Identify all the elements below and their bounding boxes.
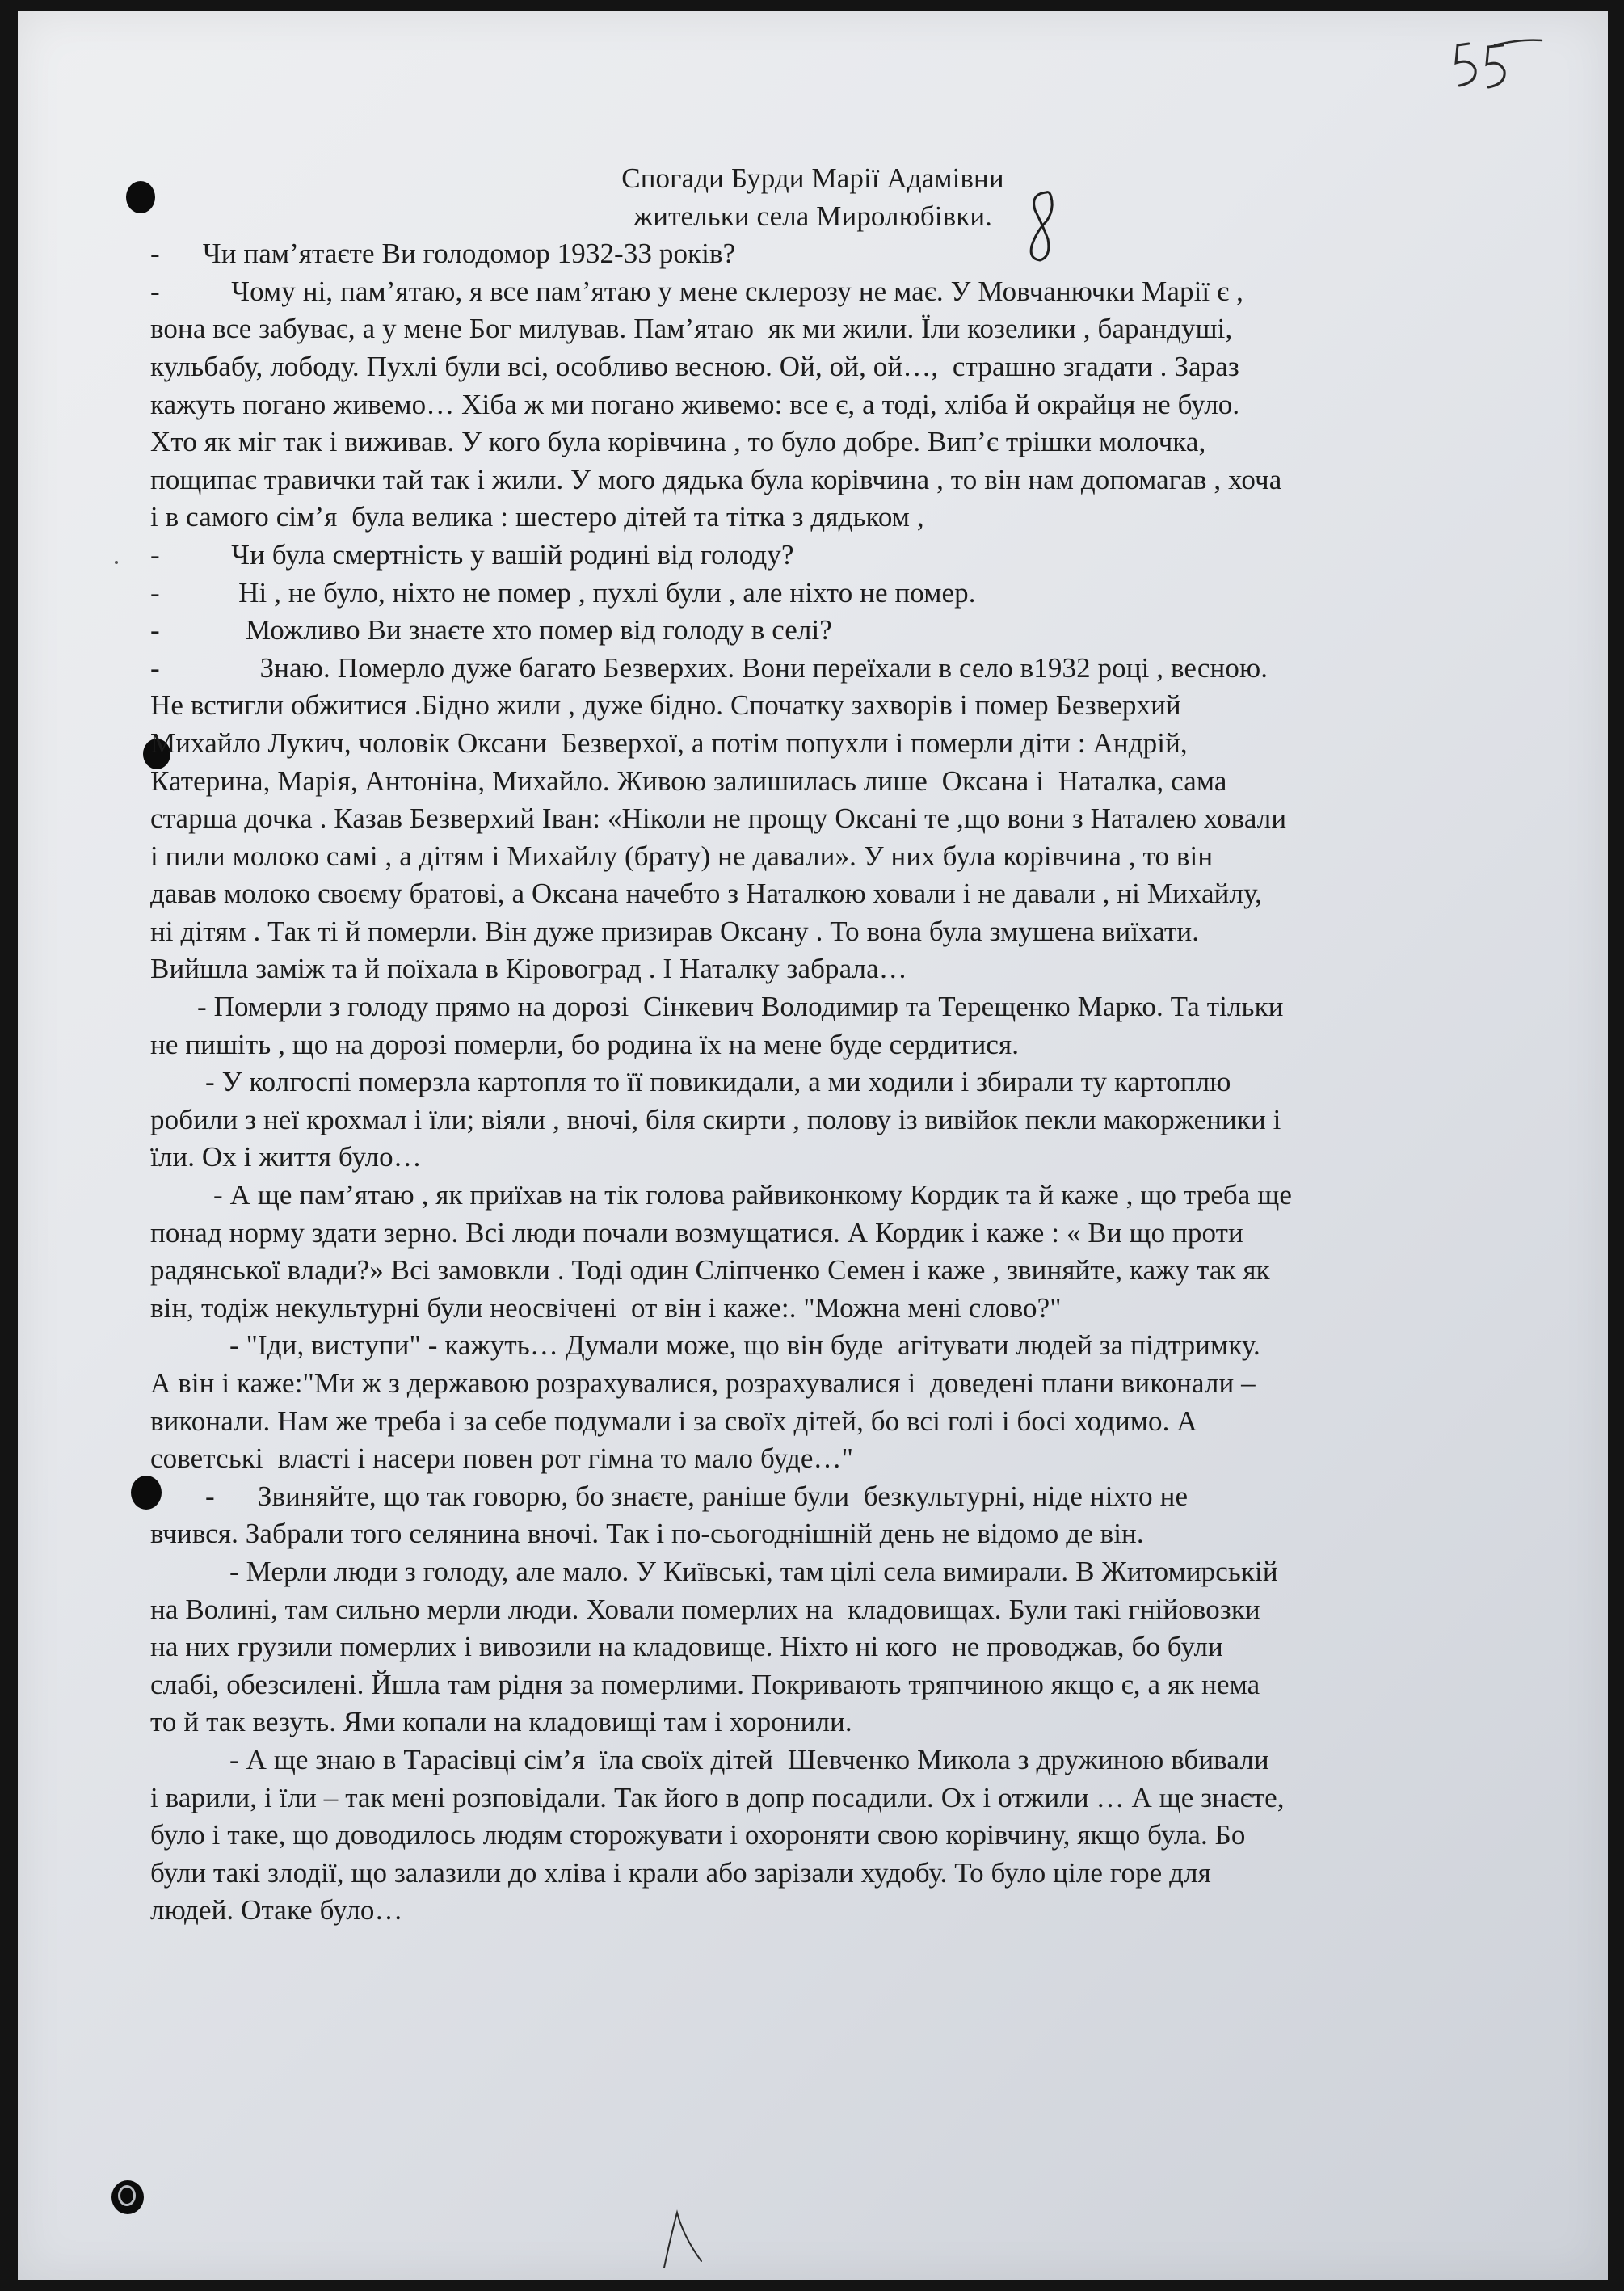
document-title: Спогади Бурди Марії Адамівни — [621, 162, 1004, 194]
text-line: советські власті і насери повен рот гімна то мало буде…" — [150, 1442, 853, 1475]
text-lines — [150, 235, 1443, 1930]
text-line: і варили, і їли – так мені розповідали. Так його в допр посадили. Ох і отжили … А ще знаєте, — [150, 1781, 1285, 1813]
pen-stroke — [654, 2196, 711, 2269]
text-line: кажуть погано живемо… Хіба ж ми погано живемо: все є, а тоді, хліба й окрайця не було. — [150, 388, 1240, 420]
text-line: робили з неї крохмал і їли; віяли , вночі, біля скирти , полову із вивійок пекли макорженики і — [150, 1103, 1281, 1135]
text-line: вона все забуває, а у мене Бог милував. Пам’ятаю як ми жили. Їли козелики , барандуші, — [150, 313, 1233, 345]
text-line: то й так везуть. Ями копали на кладовищі там і хоронили. — [150, 1706, 852, 1738]
text-line: Михайло Лукич, чоловік Оксани Безверхої, а потім попухли і померли діти : Андрій, — [150, 726, 1188, 759]
text-line: - Померли з голоду прямо на дорозі Сінкевич Володимир та Терещенко Марко. Та тільки — [197, 991, 1284, 1023]
text-line: було і таке, що доводилось людям сторожувати і охороняти свою корівчину, якщо була. Бо — [150, 1819, 1246, 1851]
text-line: ні дітям . Так ті й померли. Він дуже призирав Оксану . То вона була змушена виїхати. — [150, 915, 1200, 947]
text-line: - Можливо Ви знаєте хто помер від голоду в селі? — [150, 614, 832, 646]
text-line: були такі злодії, що залазили до хліва і крали або зарізали худобу. То було ціле горе для — [150, 1856, 1211, 1889]
text-line: виконали. Нам же треба і за себе подумали і за своїх дітей, бо всі голі і босі ходимо. А — [150, 1405, 1197, 1437]
text-line: він, тодіж некультурні були неосвічені от він і каже:. "Можна мені слово?" — [150, 1291, 1062, 1324]
text-line: давав молоко своєму братові, а Оксана начебто з Наталкою ховали і не давали , ні Михайлу, — [150, 878, 1263, 910]
text-line: - А ще знаю в Тарасівці сім’я їла своїх дітей Шевченко Микола з дружиною вбивали — [229, 1743, 1269, 1775]
punch-hole — [111, 2180, 144, 2214]
handwritten-page-number — [1446, 29, 1551, 102]
text-line: - Звиняйте, що так говорю, бо знаєте, раніше були безкультурні, ніде ніхто не — [205, 1480, 1189, 1512]
text-line: людей. Отаке було… — [150, 1894, 403, 1927]
document-body — [150, 160, 1443, 1930]
text-line: вчився. Забрали того селянина вночі. Так і по-сьогоднішній день не відомо де він. — [150, 1518, 1144, 1550]
text-line: - Мерли люди з голоду, але мало. У Київські, там цілі села вимирали. В Житомирській — [229, 1555, 1278, 1587]
text-line: пощипає травички тай так і жили. У мого дядька була корівчина , то він нам допомагав , хоча — [150, 463, 1282, 495]
text-line: кульбабу, лободу. Пухлі були всі, особливо весною. Ой, ой, ой…, страшно згадати . Зараз — [150, 350, 1239, 382]
text-line: на них грузили померлих і вивозили на кладовище. Ніхто ні кого не проводжав, бо були — [150, 1631, 1223, 1663]
text-line: - Чи пам’ятаєте Ви голодомор 1932-33 років? — [150, 238, 736, 270]
text-line: слабі, обезсилені. Йшла там рідня за померлими. Покривають тряпчиною якщо є, а як нема — [150, 1668, 1260, 1700]
text-line: - Ні , не було, ніхто не помер , пухлі були , але ніхто не помер. — [150, 576, 976, 609]
text-line: радянської влади?» Всі замовкли . Тоді один Сліпченко Семен і каже , звиняйте, кажу так як — [150, 1254, 1270, 1287]
text-line: понад норму здати зерно. Всі люди почали возмущатися. А Кордик і каже : « Ви що проти — [150, 1216, 1243, 1249]
text-line: їли. Ох і життя було… — [150, 1141, 422, 1173]
text-line: Не встигли обжитися .Бідно жили , дуже бідно. Спочатку захворів і помер Безверхий — [150, 689, 1181, 722]
text-line: - Чи була смертність у вашій родині від голоду? — [150, 538, 794, 571]
text-line: - У колгоспі померзла картопля то її повикидали, а ми ходили і збирали ту картоплю — [205, 1066, 1231, 1098]
text-line: А він і каже:"Ми ж з державою розрахувалися, розрахувалися і доведені плани виконали – — [150, 1367, 1256, 1399]
text-line: старша дочка . Казав Безверхий Іван: «Ніколи не прощу Оксані те ,що вони з Наталею ховали — [150, 802, 1287, 835]
document-subtitle: жительки села Миролюбівки. — [633, 200, 993, 232]
text-line: не пишіть , що на дорозі померли, бо родина їх на мене буде сердитися. — [150, 1028, 1020, 1060]
text-line: і пили молоко самі , а дітям і Михайлу (брату) не давали». У них була корівчина , то він — [150, 840, 1214, 872]
text-line: - А ще пам’ятаю , як приїхав на тік голова райвиконкому Кордик та й каже , що треба ще — [213, 1179, 1293, 1211]
text-line: - "Іди, виступи" - кажуть… Думали може, що він буде агітувати людей за підтримку. — [229, 1329, 1260, 1362]
text-line: - Чому ні, пам’ятаю, я все пам’ятаю у мене склерозу не має. У Мовчанючки Марії є , — [150, 275, 1243, 307]
text-line: - Знаю. Померло дуже багато Безверхих. Вони переїхали в село в1932 році , весною. — [150, 651, 1268, 684]
text-line: Хто як міг так і виживав. У кого була корівчина , то було добре. Вип’є трішки молочка, — [150, 426, 1206, 458]
text-line: Катерина, Марія, Антоніна, Михайло. Живою залишилась лише Оксана і Наталка, сама — [150, 764, 1227, 797]
text-line: Вийшла заміж та й поїхала в Кіровоград . І Наталку забрала… — [150, 953, 907, 985]
text-line: і в самого сім’я була велика : шестеро дітей та тітка з дядьком , — [150, 501, 924, 533]
text-line: на Волині, там сильно мерли люди. Ховали померлих на кладовищах. Були такі гнійовозки — [150, 1593, 1260, 1625]
ink-speck — [115, 561, 118, 564]
